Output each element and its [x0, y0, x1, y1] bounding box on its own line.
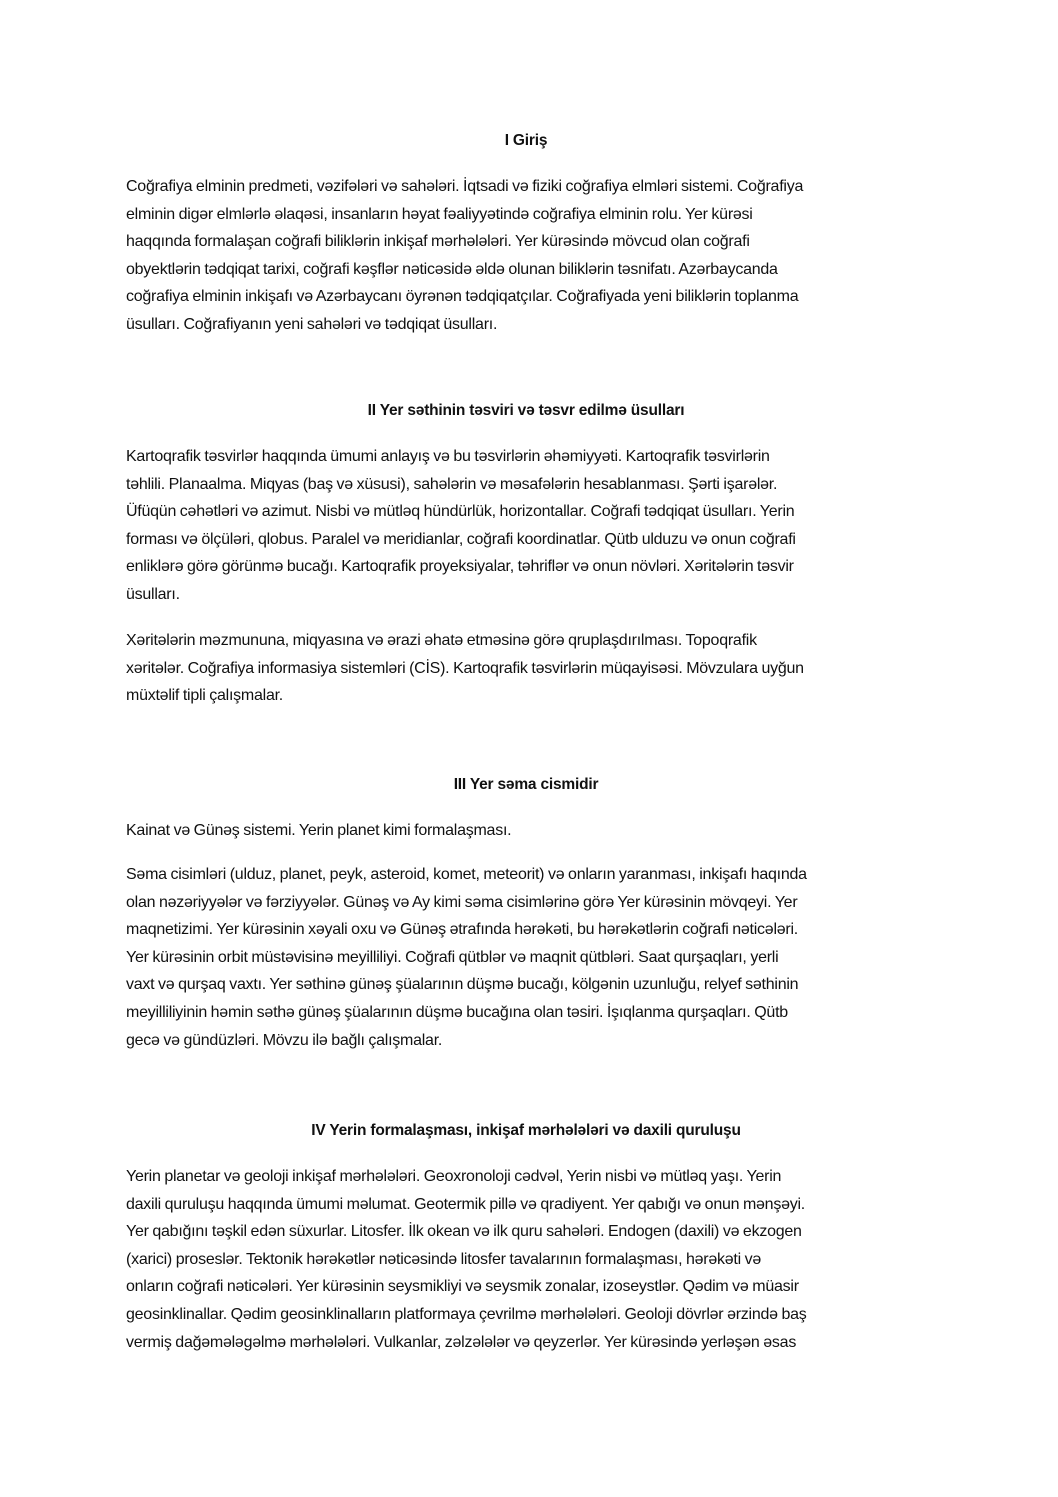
section-1-paragraph-1: Coğrafiya elminin predmeti, vəzifələri və sahələri. İqtsadi və fiziki coğrafiya elmləri sistemi. Coğrafiya elminin digər elmlərlə əlaqəsi, insanların həyat fəaliyyətində coğrafiya elminin rolu. Yer kürəsi haqqında formalaşan coğrafi biliklərin inkişaf mərhələləri. Yer kürəsində mövcud olan coğrafi obyektlərin tədqiqat tarixi, coğrafi kəşflər nəticəsidə əldə olunan biliklərin təsnifatı. Azərbaycanda coğrafiya elminin inkişafı və Azərbaycanı öyrənən tədqiqatçılar. Coğrafiyada yeni biliklərin toplanma üsulları. Coğrafiyanın yeni sahələri və tədqiqat üsulları. [126, 178, 804, 333]
section-4-paragraph-1: Yerin planetar və geoloji inkişaf mərhələləri. Geoxronoloji cədvəl, Yerin nisbi və mütləq yaşı. Yerin daxili quruluşu haqqında ümumi məlumat. Geotermik pillə və qradiyent. Yer qabığı və onun mənşəyi. Yer qabığını təşkil edən süxurlar. Litosfer. İlk okean və ilk quru sahələri. Endogen (daxili) və ekzogen (xarici) proseslər. Tektonik hərəkətlər nəticəsində litosfer tavalarının formalaşması, hərəkəti və onların coğrafi nəticələri. Yer kürəsinin seysmikliyi və seysmik zonalar, izoseystlər. Qədim və müasir geosinklinallar. Qədim geosinklinalların platformaya çevrilmə mərhələləri. Geoloji dövrlər ərzində baş vermiş dağəmələgəlmə mərhələləri. Vulkanlar, zəlzələlər və qeyzerlər. Yer kürəsində yerləşən əsas [126, 1168, 807, 1351]
section-3-heading: III Yer səma cismidir [453, 776, 599, 793]
section-3-paragraph-2: Səma cisimləri (ulduz, planet, peyk, asteroid, komet, meteorit) və onların yaranması, inkişafı haqında olan nəzəriyyələr və fərziyyələr. Günəş və Ay kimi səma cisimlərinə görə Yer kürəsinin mövqeyi. Yer maqnetizimi. Yer kürəsinin xəyali oxu və Günəş ətrafında hərəkəti, bu hərəkətlərin coğrafi nəticələri. Yer kürəsinin orbit müstəvisinə meyilliliyi. Coğrafi qütblər və maqnit qütbləri. Saat qurşaqları, yerli vaxt və qurşaq vaxtı. Yer səthinə günəş şüalarının düşmə bucağı, kölgənin uzunluğu, relyef səthinin meyilliliyinin həmin səthə günəş şüalarının düşmə bucağına olan təsiri. İşıqlanma qurşaqları. Qütb gecə və gündüzləri. Mövzu ilə bağlı çalışmalar. [126, 866, 807, 1049]
section-2-paragraph-2: Xəritələrin məzmununa, miqyasına və ərazi əhatə etməsinə görə qruplaşdırılması. Topoqrafik xəritələr. Coğrafiya informasiya sistemləri (CİS). Kartoqrafik təsvirlərin müqayisəsi. Mövzulara uyğun müxtəlif tipli çalışmalar. [126, 632, 804, 705]
section-2-paragraph-1: Kartoqrafik təsvirlər haqqında ümumi anlayış və bu təsvirlərin əhəmiyyəti. Kartoqrafik təsvirlərin təhlili. Planaalma. Miqyas (baş və xüsusi), sahələrin və məsafələrin hesablanması. Şərti işarələr. Üfüqün cəhətləri və azimut. Nisbi və mütləq hündürlük, horizontallar. Coğrafi tədqiqat üsulları. Yerin forması və ölçüləri, qlobus. Paralel və meridianlar, coğrafi koordinatlar. Qütb ulduzu və onun coğrafi enliklərə görə görünmə bucağı. Kartoqrafik proyeksiyalar, təhriflər və onun növləri. Xəritələrin təsvir üsulları. [126, 448, 796, 603]
section-3-paragraph-1: Kainat və Günəş sistemi. Yerin planet kimi formalaşması. [126, 822, 512, 839]
section-1-heading: I Giriş [504, 132, 548, 149]
section-4-heading: IV Yerin formalaşması, inkişaf mərhələləri və daxili quruluşu [311, 1122, 741, 1139]
section-2-heading: II Yer səthinin təsviri və təsvr edilmə üsulları [367, 402, 685, 419]
